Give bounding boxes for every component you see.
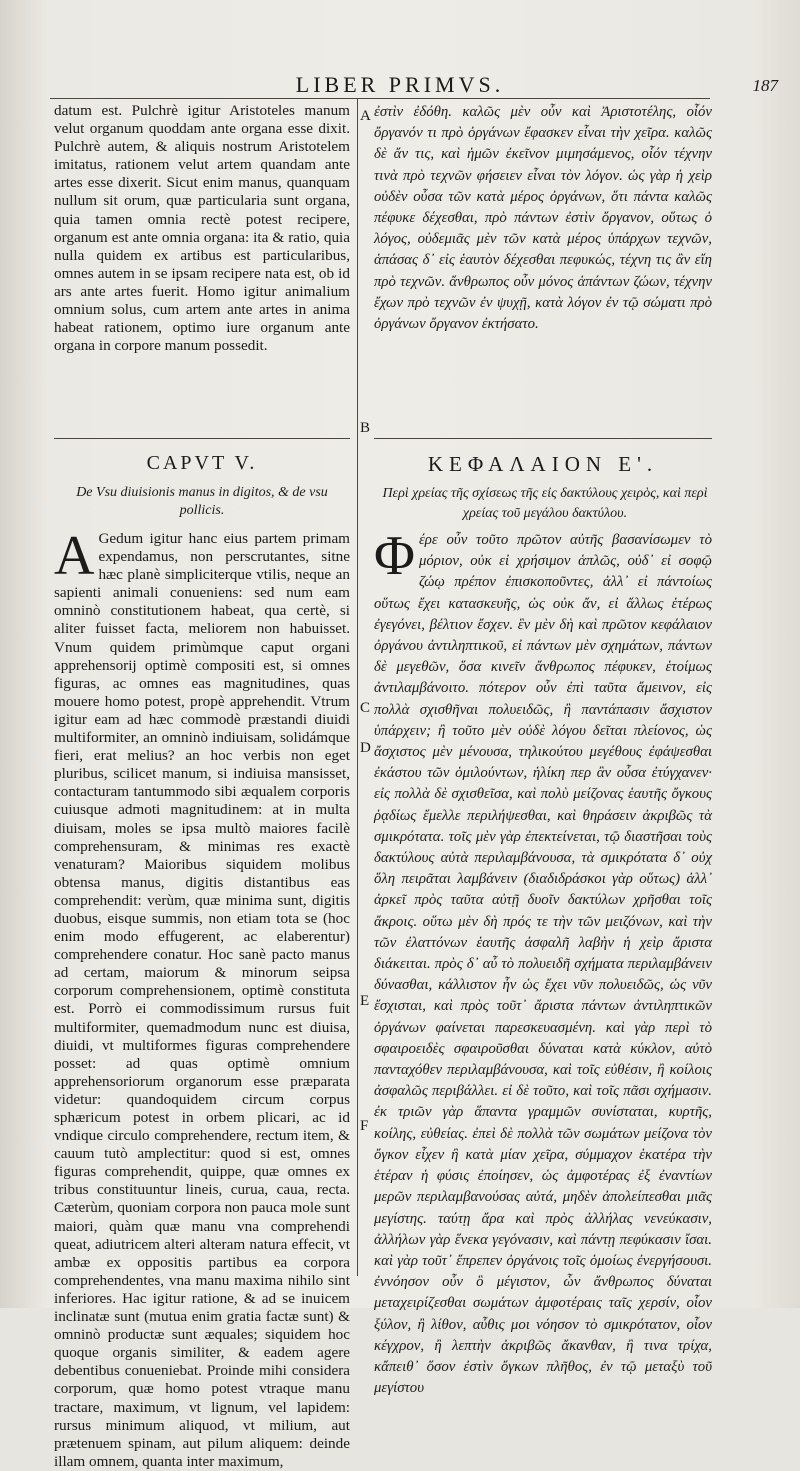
- greek-drop-cap: Φ: [374, 525, 415, 587]
- greek-chapter-title: ΚΕΦΑΛΑΙΟΝ Ε'.: [427, 452, 659, 476]
- margin-letter-e: E: [360, 993, 370, 1009]
- latin-chapter-title: CAPVT V.: [146, 452, 258, 474]
- header-rule: [50, 98, 710, 99]
- greek-top-paragraph: ἐστὶν ἐδόθη. καλῶς μὲν οὖν καὶ Ἀριστοτέλης, οἷόν ὄργανόν τι πρὸ ὀργάνων ἔφασκεν εἶναι τὴν χεῖρα. καλῶς δὲ ἄν τις, καὶ ἡμῶν ἐκεῖνον μιμησάμενος, οἷόν τέχνην τινὰ πρὸ τεχνῶν φήσειεν εἶναι τὸν λόγον. ὡς γὰρ ἡ χεὶρ οὐδὲν οὖσα τῶν κατὰ μέρος ὀργάνων, ὅτι πάντα καλῶς πέφυκε δέχεσθαι, πρὸ πάντων ἐστὶν ὄργανον, οὕτως ὁ λόγος, οὐδεμιᾶς μὲν τῶν κατὰ μέρος ὑπάρχων τεχνῶν, ἁπάσας δ᾽ εἰς ἑαυτὸν δέχεσθαι πεφυκώς, τέχνη τις ἂν εἴη πρὸ τεχνῶν. ἄνθρωπος οὖν μόνος ἁπάντων ζώων, τέχνην ἔχων πρὸ τεχνῶν ἐν ψυχῇ, κατὰ λόγον ἐν τῷ σώματι πρὸ ὀργάνων ὄργανον ἐκτήσατο.: [374, 104, 712, 333]
- page-number: 187: [752, 76, 778, 95]
- margin-letter-a: A: [360, 108, 371, 124]
- margin-letter-d: D: [360, 740, 371, 756]
- latin-section-rule: [54, 438, 350, 439]
- greek-body-text: έρε οὖν τοῦτο πρῶτον αὐτῆς βασανίσωμεν τὸ μόριον, οὐκ εἰ χρήσιμον ἁπλῶς, οὐδ᾽ εἰ σοφῷ ζώῳ πρέπον ἐπισκοποῦντες, ἀλλ᾽ εἰ πάντοίως οὕτως ἔχει κατασκευῆς, ὡς οὐκ ἄν, εἰ ἄλλως ἑτέρως ἐγεγόνει, βέλτιον ἔσχεν. ἓν μὲν δὴ καὶ πρῶτον κεφάλαιον ὀργάνου ἀντιληπτικοῦ, εἰ πάντων μὲν σχημάτων, πάντων δὲ μεγεθῶν, ὅσα κινεῖν ἄνθρωπος πέφυκεν, ἑτοίμως ἀντιλαμβάνοιτο. πότερον οὖν ἐπὶ ταῦτα ἄμεινον, εἰς πολλὰ σχισθῆναι πολυειδῶς, ἢ παντάπασιν ἄσχιστον ὑπάρχειν; ἢ τοῦτο μὲν οὐδὲ λόγου δεῖται πλείονος, ὡς ἄσχιστος μὲν μένουσα, τηλικούτου μεγέθους ἐφάψεσθαι ἐκάστου τῶν ὁμιλούντων, ἡλίκη περ ἂν οὖσα ἐτύγχανεν· εἰς πολλὰ δὲ σχισθεῖσα, καὶ πολὺ μείζονας ἑαυτῆς ὄγκους ῥᾳδίως ἔμελλε περιλήψεσθαι, καὶ θηράσειν ἀκριβῶς τὰ σμικρότατα. τοῖς μὲν γὰρ ἐπεκτείνεται, τῷ διαστῆσαι τοὺς δακτύλους αὐτὰ περιλαμβάνουσα, τὰ σμικρότατα δ᾽ οὐχ ὅλη πειρᾶται λαμβάνειν (διαδιδράσκοι γὰρ οὕτως) ἀλλ᾽ ἀρκεῖ πρὸς ταῦτα αὐτῇ δυοῖν δακτύλων χρῆσθαι τοῖς ἄκροις. οὕτω μὲν δὴ πρός τε τὴν τῶν μειζόνων, καὶ τὴν τῶν ἐλαττόνων ἑαυτῆς ἀσφαλῆ λαβὴν ἡ χεὶρ ἄριστα διάκειται. πρὸς δ᾽ αὖ τὸ πολυειδῆ σχήματα περιλαμβάνειν δύνασθαι, κάλλιστον ἦν ὡς ἔχει νῦν πολυειδῶς, ὡς νῦν ἔσχισται, καὶ πρὸς τοῦτ᾽ ἄριστα πάντων ἀντιληπτικῶν ὀργάνων φαίνεται παρεσκευασμένη. καὶ γὰρ περὶ τὸ σφαιροειδὲς σφαιροῦσθαι δύναται κατὰ κύκλον, αὐτὸ πανταχόθεν περιλαμβάνουσα, καὶ τοῖς εὐθέσιν, ἢ κοίλοις ἀσφαλῶς περιβάλλει. εἰ δὲ τοῦτο, καὶ τοῖς πᾶσι σχήμασιν. ἐκ τριῶν γὰρ ἅπαντα γραμμῶν συνίσταται, κυρτῆς, κοίλης, εὐθείας. ἐπεὶ δὲ πολλὰ τῶν σωμάτων μείζονα τὸν ὄγκον εἶχεν ἢ κατὰ μίαν χεῖρα, σύμμαχον ἑκατέρα τὴν ἑτέραν ἡ φύσις ἐποίησεν, ὡς ἀμφοτέρας ἐξ ἐναντίων μερῶν περιλαμβανούσας αὐτά, μηδὲν ἀπολείπεσθαι μιᾶς μεγίστης. ταύτῃ ἄρα καὶ πρὸς ἀλλήλας νενεύκασιν, ἀλλήλων γὰρ ἕνεκα γεγόνασιν, καὶ πάντῃ πεφύκασιν ἴσαι. καὶ γὰρ τοῦτ᾽ ἔπρεπεν ὀργάνοις τοῖς ὁμοίως ἐνεργήσουσι. ἐννόησον οὖν ὃ μέγιστον, ὧν ἄνθρωπος δύναται μεταχειρίζεσθαι σωμάτων ἀμφοτέραις ταῖς χερσίν, οἷον ξύλον, ἢ λίθον, αὖθις μοι νόησον τὸ σμικρότατον, οἷον κέγχρον, ἢ λεπτὴν ἀκριβῶς ἄκανθαν, ἢ τινα τρίχα, κἄπειθ᾽ ὅσον ἐστὶν ὄγκων πλῆθος, ἐν τῷ μεταξὺ τοῦ μεγίστου: [374, 532, 712, 1397]
- latin-drop-cap: A: [54, 525, 95, 587]
- greek-column-body: [374, 525, 712, 1397]
- margin-letter-c: C: [360, 700, 371, 716]
- column-divider: [357, 98, 358, 1276]
- latin-column-body: [54, 525, 350, 1470]
- margin-letter-b: B: [360, 420, 371, 436]
- greek-column-top: [374, 102, 712, 432]
- latin-chapter-subtitle: De Vsu diuisionis manus in digitos, & de vsu pollicis.: [76, 485, 328, 518]
- greek-chapter-subtitle: Περὶ χρείας τῆς σχίσεως τῆς εἰς δακτύλους χειρὸς, καὶ περὶ χρείας τοῦ μεγάλου δακτύλου.: [382, 486, 708, 521]
- latin-column-top: [54, 102, 350, 432]
- running-title: LIBER PRIMVS.: [295, 72, 505, 97]
- margin-letter-f: F: [360, 1118, 369, 1134]
- latin-body-text: Gedum igitur hanc eius partem primam expendamus, non perscrutantes, sitne hæc planè simpliciterque vtilis, neque an sapienti animali conueniens: sed num eam omninò constitutionem habeat, qua certè, si aliter fuisset facta, meliorem non habuisset. Vnum quidem primùmque caput organi apprehensorij optimè compositi est, si omnes figuras, ac omnes eas magnitudines, quas mouere homo potest, propè apprehendit. Vtrum igitur eam ad hæc commodè præstandi diuidi multiformiter, an omninò indiuisam, solidámque fieri, erat melius? an hoc verbis non eget pluribus, scilicet manum, si indiuisa mansisset, contacturam tantummodo sibi æqualem corporis cuiusque admoti magnitudinem: at in multa diuisam, moles se ipsa multò maiores facilè comprehensuram, & minimas res exactè venaturam? Maioribus siquidem molibus obtensa manus, digitis distantibus eas comprehendit: verùm, quæ minima sunt, digitis duobus, eisque summis, non etiam tota se (hoc enim modo effugerent, ac elaberentur) comprehendere conatur. Hoc sanè pacto manus ad certam, maiorum & minorum seipsa corporum comprehensionem, optimè constituta est. Porrò ei commodissimum rursus fuit multiformiter, quemadmodum nunc est diuisa, diuidi, vt multiformes figuras comprehendere posset: ad quas optimè omnium apprehensoriorum organorum esse præparata videtur: quandoquidem circum corpus sphæricum potest in orbem plicari, ac id vndique circulo comprehendere, rectum item, & cauum tutò amplectitur: quod si est, omnes figuras comprehendit, quippe, quæ omnes ex tribus constituuntur lineis, curua, caua, recta. Cæterùm, quoniam corpora non pauca mole sunt maiori, quàm quæ manu vna comprehendi queat, adiutricem alteri alteram natura effecit, vt ambæ ex oppositis partibus ea corpora comprehendentes, vna manu maxima nihilo sint inferiores. Hac igitur ratione, & ad se inuicem inclinatæ sunt (mutua enim gratia factæ sunt) & omninò productæ sunt æquales; siquidem hoc quoque organis similiter, & eadem agere debentibus conueniebat. Proinde mihi considera corporum, quæ homo potest vtraque manu tractare, maximum, vt lignum, vel lapidem: rursus minimum aliquod, vt milium, aut prætenuem spinam, aut pilum aliquem: deinde illam omnem, quanta inter maximum,: [54, 530, 350, 1470]
- greek-section-rule: [374, 438, 712, 439]
- latin-top-paragraph: datum est. Pulchrè igitur Aristoteles manum velut organum quoddam ante organa esse dixit. Pulchrè autem, & aliquis nostrum Aristotelem imitatus, rationem velut artem quandam ante artes esse dixerit. Sicut enim manus, quanquam nullum sit orum, quæ particularia sunt organa, quia tamen omnia rectè potest recipere, organum est ante omnia organa: ita & ratio, quia nulla quidem ex artibus est particularibus, omnes autem in se ipsam recipere nata est, ob id ars ante artes fuerit. Homo igitur animalium omnium solus, cum artem ante artes in anima habeat rationem, optimo iure organum ante organa in corpore manum possedit.: [54, 102, 350, 355]
